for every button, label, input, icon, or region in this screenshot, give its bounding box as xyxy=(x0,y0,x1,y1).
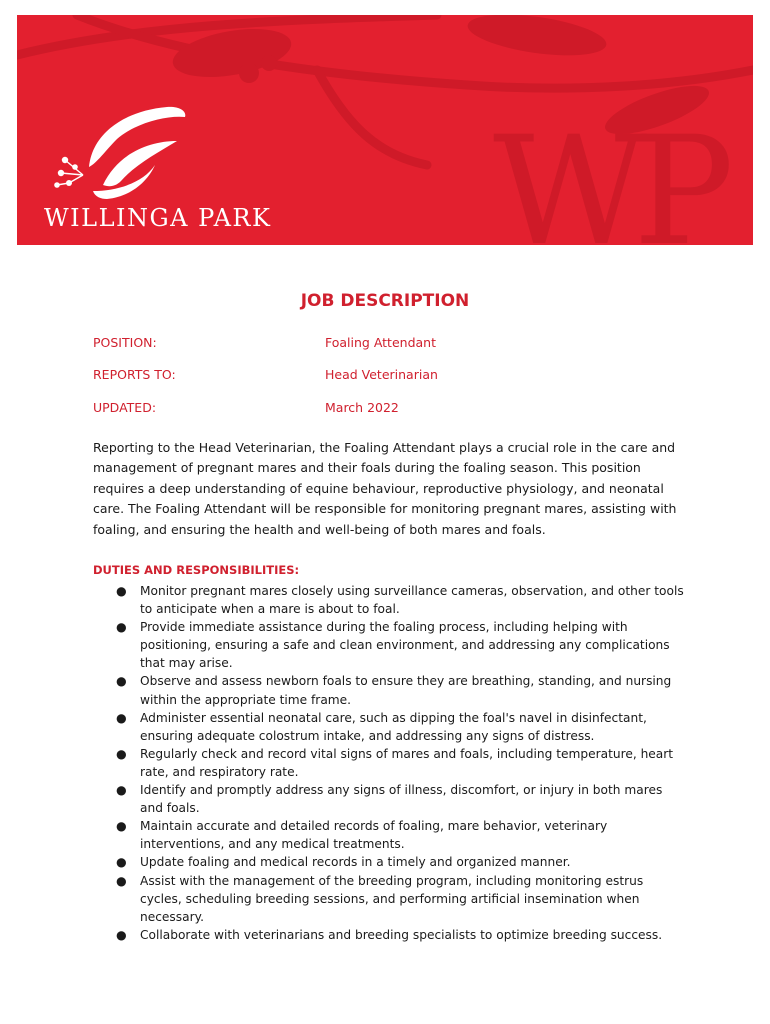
bullet-icon: ● xyxy=(116,783,127,798)
monogram-watermark: WP xyxy=(493,105,721,245)
duty-text: Maintain accurate and detailed records of foaling, mare behavior, veterinary interventions, and any medical treatments. xyxy=(140,819,608,852)
header-banner xyxy=(17,15,753,245)
list-item xyxy=(93,745,693,781)
duty-text: Collaborate with veterinarians and breeding specialists to optimize breeding success. xyxy=(140,927,663,942)
bullet-icon: ● xyxy=(116,746,127,761)
gum-leaf-logo-icon xyxy=(54,107,185,199)
list-item xyxy=(93,618,693,672)
duties-heading: DUTIES AND RESPONSIBILITIES: xyxy=(93,563,300,577)
bullet-icon: ● xyxy=(116,710,127,725)
bullet-icon: ● xyxy=(116,873,127,888)
list-item xyxy=(93,582,693,618)
duty-text: Observe and assess newborn foals to ensure they are breathing, standing, and nursing within the appropriate time frame. xyxy=(140,674,672,707)
duty-text: Administer essential neonatal care, such as dipping the foal's navel in disinfectant, ensuring adequate colostrum intake, and addressing any signs of distress. xyxy=(140,710,647,743)
duty-text: Assist with the management of the breeding program, including monitoring estrus cycles, scheduling breeding sessions, and performing artificial insemination when necessary. xyxy=(140,873,644,924)
meta-label: POSITION: xyxy=(93,335,157,350)
duty-text: Identify and promptly address any signs of illness, discomfort, or injury in both mares and foals. xyxy=(140,783,663,816)
page-title: JOB DESCRIPTION xyxy=(300,291,470,311)
meta-value: March 2022 xyxy=(325,400,399,415)
bullet-icon: ● xyxy=(116,819,127,834)
meta-label: UPDATED: xyxy=(93,400,157,415)
list-item xyxy=(93,709,693,745)
bullet-icon: ● xyxy=(116,674,127,689)
bullet-icon: ● xyxy=(116,584,127,598)
meta-value: Head Veterinarian xyxy=(325,367,438,382)
duties-list xyxy=(93,582,693,944)
list-item xyxy=(93,781,693,817)
meta-label: REPORTS TO: xyxy=(93,367,176,382)
meta-value: Foaling Attendant xyxy=(325,335,436,350)
bullet-icon: ● xyxy=(116,927,127,942)
intro-paragraph: Reporting to the Head Veterinarian, the Foaling Attendant plays a crucial role in the care and management of pregnant mares and their foals during the foaling season. This position requires a deep understanding of equine behaviour, reproductive physiology, and neonatal care. The Foaling Attendant will be responsible for monitoring pregnant mares, assisting with foaling, and ensuring the health and well-being of both mares and foals. xyxy=(93,440,677,537)
duty-text: Provide immediate assistance during the foaling process, including helping with positioning, ensuring a safe and clean environment, and addressing any complications that may arise. xyxy=(140,620,670,671)
list-item xyxy=(93,853,693,871)
bullet-icon: ● xyxy=(116,855,127,870)
list-item xyxy=(93,817,693,853)
list-item xyxy=(93,926,693,944)
brand-name: WILLINGA PARK xyxy=(44,204,272,232)
duty-text: Update foaling and medical records in a timely and organized manner. xyxy=(140,855,571,870)
bullet-icon: ● xyxy=(116,620,127,635)
list-item xyxy=(93,872,693,926)
duty-text: Regularly check and record vital signs of mares and foals, including temperature, heart rate, and respiratory rate. xyxy=(140,746,674,779)
list-item xyxy=(93,672,693,708)
duty-text: Monitor pregnant mares closely using surveillance cameras, observation, and other tools to anticipate when a mare is about to foal. xyxy=(140,584,684,617)
